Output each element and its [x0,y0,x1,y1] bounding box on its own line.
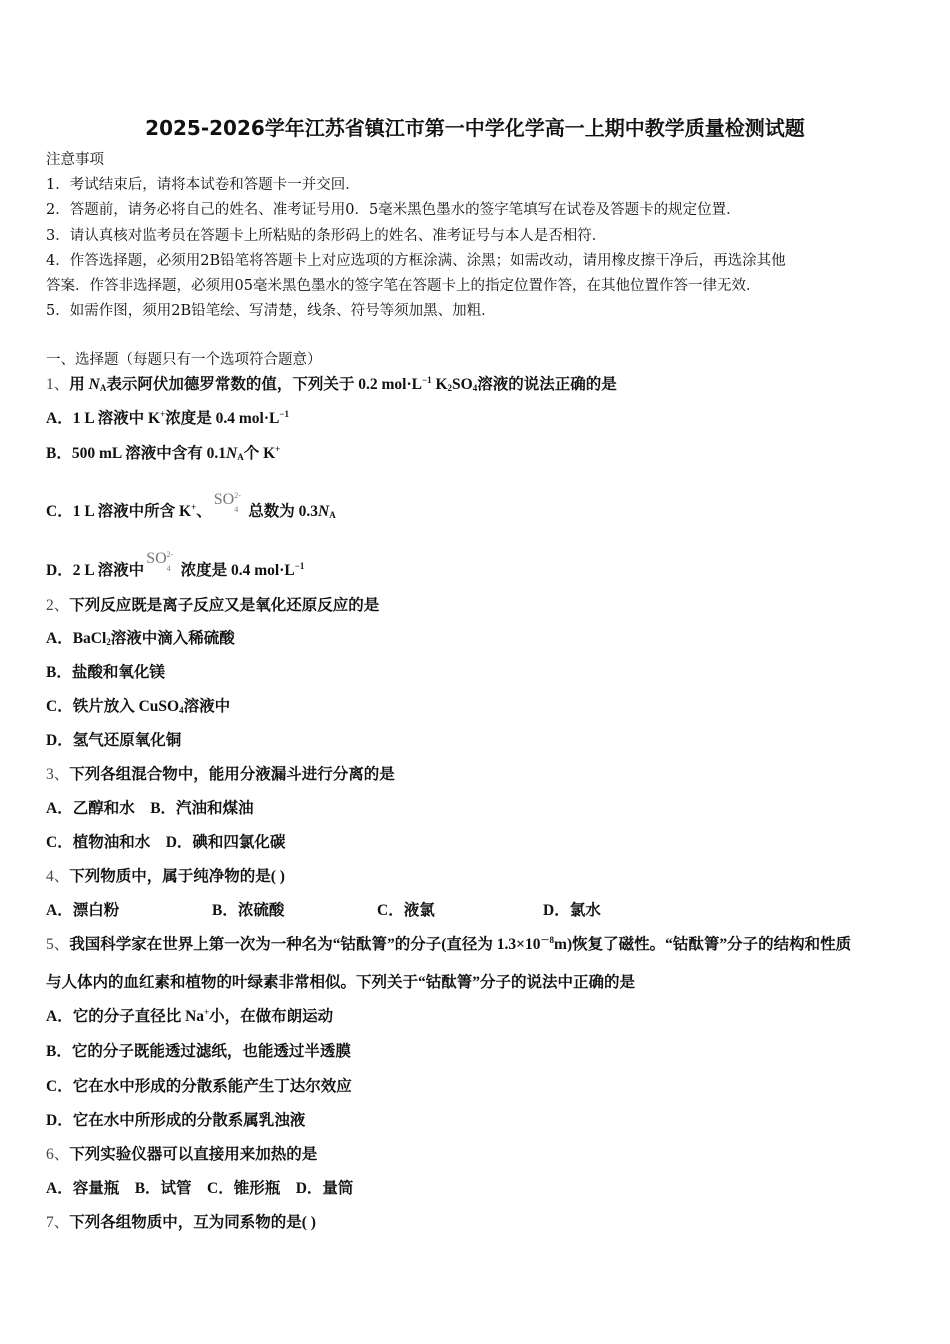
question-line [46,1042,351,1062]
superscript: + [204,1007,210,1017]
text: A．它的分子直径比 Na [46,1008,205,1025]
question-number: 7、 [46,1214,70,1231]
superscript: + [191,502,197,512]
text: 总数为 0.3 [248,503,318,520]
text: A．容量瓶 B．试管 C．锥形瓶 D．量筒 [46,1180,354,1197]
subscript: 2 [106,637,111,647]
text: B．盐酸和氧化镁 [46,664,165,681]
superscript: −1 [294,561,305,571]
text: K [431,376,448,393]
note-item: 5．如需作图，须用2B铅笔绘、写清楚，线条、符号等须加黑、加粗． [46,303,496,319]
text: C．铁片放入 CuSO [46,698,180,715]
note-item: 1．考试结束后，请将本试卷和答题卡一并交回． [46,177,360,193]
question-line [46,549,304,581]
question-line [46,973,635,993]
text: C．它在水中形成的分散系能产生丁达尔效应 [46,1078,352,1095]
option: B．浓硫酸 [212,902,285,919]
question-line [46,1213,316,1233]
sulfate-ion-formula: SO 2- 4 [146,549,166,569]
note-item: 4．作答选择题，必须用2B铅笔将答题卡上对应选项的方框涂满、涂黑；如需改动，请用橡皮擦干净后，再选涂其他 [46,253,786,269]
text: 小，在做布朗运动 [209,1008,334,1025]
option: C．液氯 [377,902,435,919]
text: B．500 mL 溶液中含有 0.1 [46,445,226,462]
superscript: + [275,444,281,454]
text: 下列实验仪器可以直接用来加热的是 [69,1146,318,1163]
ion-subscript: 4 [234,505,239,514]
text: 个 K [243,445,276,462]
text: 表示阿伏加德罗常数的值，下列关于 0.2 mol·L [106,376,422,393]
text: D．它在水中所形成的分散系属乳浊液 [46,1112,306,1129]
text: D．氢气还原氧化铜 [46,732,182,749]
question-number: 2、 [46,597,70,614]
text: 溶液中 [183,698,231,715]
sulfate-ion-formula: SO 2- 4 [214,490,234,510]
text: 下列各组混合物中，能用分液漏斗进行分离的是 [69,766,395,783]
question-line [46,1179,353,1199]
subscript: 4 [179,705,184,715]
ion-subscript: 4 [166,564,171,573]
page-title: 2025-2026学年江苏省镇江市第一中学化学高一上期中教学质量检测试题 [145,116,805,140]
section-heading: 一、选择题（每题只有一个选项符合题意） [46,352,322,368]
note-item: 2．答题前，请务必将自己的姓名、准考证号用0．5毫米黑色墨水的签字笔填写在试卷及答题卡的规定位置． [46,202,741,218]
text: D．2 L 溶液中 [46,562,145,579]
question-line [46,596,379,616]
option: A．漂白粉 [46,902,120,919]
option: D．氯水 [543,902,601,919]
question-line [46,697,230,717]
text: 溶液中滴入稀硫酸 [110,630,235,647]
question-line [46,409,289,429]
superscript: −1 [421,375,432,385]
question-number: 4、 [46,868,70,885]
question-line [46,935,851,955]
question-line [46,799,254,819]
text: C．植物油和水 D．碘和四氯化碳 [46,834,286,851]
text: 我国科学家在世界上第一次为一种名为“钴酞箐”的分子(直径为 1.3×10 [69,936,541,953]
question-line [46,731,181,751]
text: A．BaCl [46,630,107,647]
subscript: 2 [447,383,453,393]
question-line [46,444,280,464]
text: 、 [196,503,212,520]
note-item: 答案．作答非选择题，必须用05毫米黑色墨水的签字笔在答题卡上的指定位置作答，在其他位置作答一律无效． [46,278,761,294]
question-line [46,833,285,853]
text: A．乙醇和水 B．汽油和煤油 [46,800,254,817]
subscript: 4 [472,383,478,393]
note-item: 3．请认真核对监考员在答题卡上所粘贴的条形码上的姓名、准考证号与本人是否相符． [46,228,607,244]
italic-symbol: N [317,503,330,520]
text: m)恢复了磁性。“钴酞箐”分子的结构和性质 [554,936,852,953]
italic-symbol: N [88,376,100,393]
italic-symbol: N [225,445,238,462]
text: A．1 L 溶液中 K [46,410,161,427]
question-number: 3、 [46,766,70,783]
question-line [46,1007,333,1027]
superscript: −1 [279,409,289,419]
question-number: 6、 [46,1146,70,1163]
text: 下列各组物质中，互为同系物的是( ) [69,1214,316,1231]
question-line [46,765,395,785]
text: 与人体内的血红素和植物的叶绿素非常相似。下列关于“钴酞箐”分子的说法中正确的是 [46,974,636,991]
text: 溶液的说法正确的是 [477,376,617,393]
question-line [46,490,336,522]
ion-charge: 2- [234,491,241,500]
text: SO [452,376,473,393]
text: 浓度是 0.4 mol·L [165,410,280,427]
question-line [46,375,617,395]
question-line [46,1111,305,1131]
subscript: A [237,452,244,462]
question-line [46,663,165,683]
question-number: 1、 [46,376,70,393]
subscript: A [99,383,107,393]
text: C．1 L 溶液中所含 K [46,503,192,520]
ion-charge: 2- [166,550,174,559]
superscript: －8 [540,935,555,945]
notes-heading: 注意事项 [46,152,104,168]
text: B．它的分子既能透过滤纸，也能透过半透膜 [46,1043,351,1060]
question-number: 5、 [46,936,70,953]
question-line [46,1145,317,1165]
question-line [46,1077,352,1097]
subscript: A [329,510,336,520]
text: 浓度是 0.4 mol·L [180,562,295,579]
question-line [46,629,235,649]
superscript: + [160,409,166,419]
text: 用 [69,376,89,393]
text: 下列物质中，属于纯净物的是( ) [69,868,285,885]
text: 下列反应既是离子反应又是氧化还原反应的是 [69,597,380,614]
question-line [46,867,285,887]
